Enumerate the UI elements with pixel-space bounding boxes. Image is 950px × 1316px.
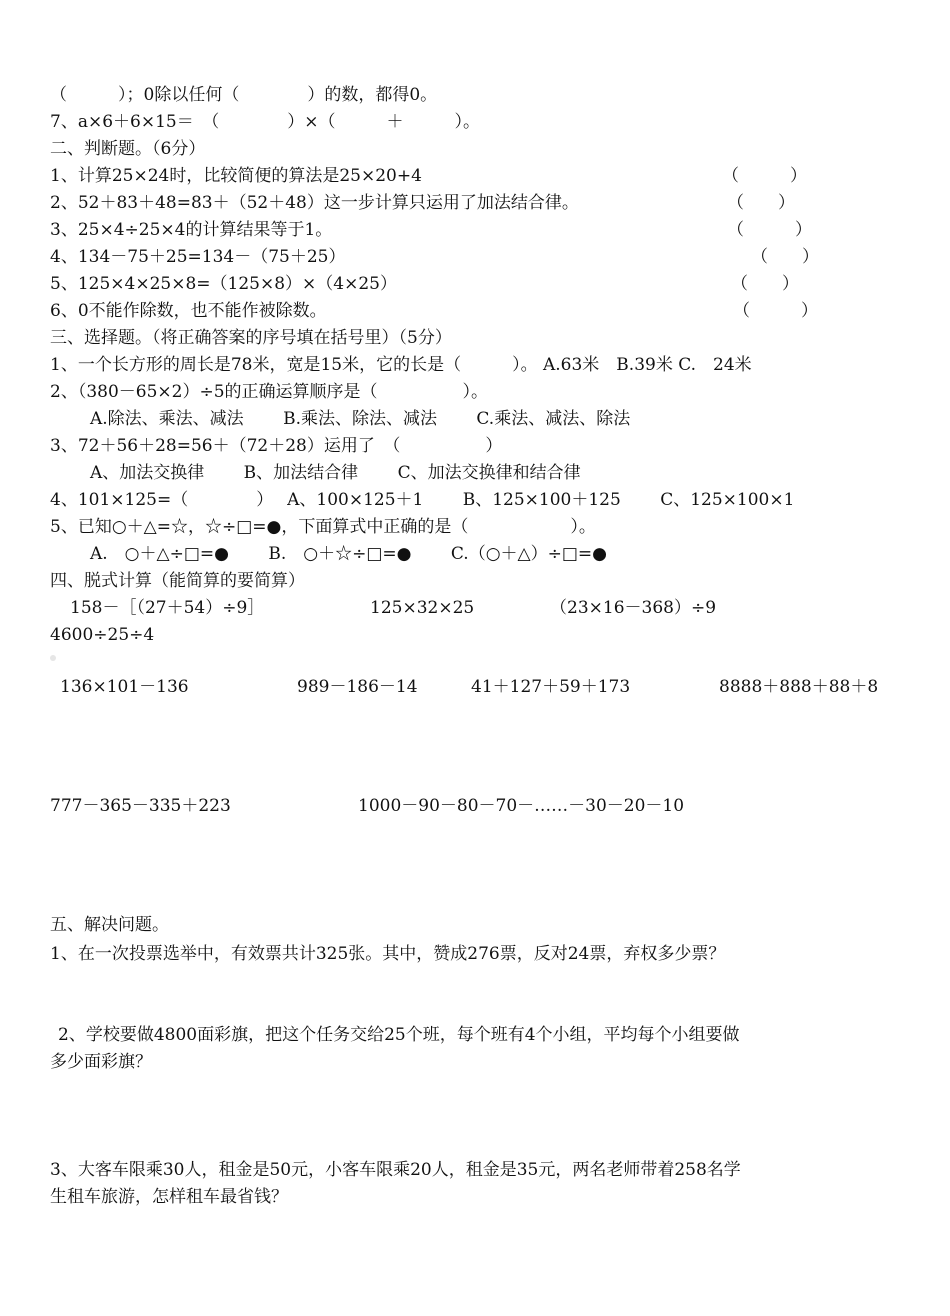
choice-question-3-options: A、加法交换律 B、加法结合律 C、加法交换律和结合律	[90, 463, 581, 483]
calc-expression: 4600÷25÷4	[50, 625, 155, 645]
judgment-answer-6: （ ）	[733, 301, 818, 321]
calc-expression: 136×101－136	[60, 677, 189, 697]
choice-question-5-options: A. ○＋△÷□=● B. ○＋☆÷□=● C.（○＋△）÷□=●	[90, 544, 607, 564]
calc-expression: 989－186－14	[297, 677, 418, 697]
choice-question-5: 5、已知○＋△=☆，☆÷□=●，下面算式中正确的是（ ）。	[50, 517, 596, 537]
calc-expression: 1000－90－80－70－……－30－20－10	[358, 796, 685, 816]
fill-blank-line-7: 7、a×6＋6×15＝ （ ）×（ ＋ ）。	[50, 112, 480, 132]
judgment-heading: 二、判断题。（6分）	[50, 139, 206, 159]
problem-2-line-2: 多少面彩旗？	[50, 1052, 152, 1072]
choice-question-1: 1、一个长方形的周长是78米，宽是15米，它的长是（ ）。 A.63米 B.39米 C. 24米	[50, 355, 752, 375]
judgment-item-2: 2、52＋83＋48=83＋（52＋48）这一步计算只运用了加法结合律。	[50, 193, 579, 213]
calc-expression: 41＋127＋59＋173	[471, 677, 631, 697]
choice-question-2-options: A.除法、乘法、减法 B.乘法、除法、减法 C.乘法、减法、除法	[90, 409, 631, 429]
scan-speck	[50, 655, 56, 661]
fill-blank-line-a: （ ）；0除以任何（ ）的数，都得0。	[50, 85, 438, 105]
choice-question-3: 3、72＋56＋28=56＋（72＋28）运用了 （ ）	[50, 436, 503, 456]
judgment-item-1: 1、计算25×24时，比较简便的算法是25×20+4	[50, 166, 422, 186]
judgment-item-4: 4、134－75＋25=134－（75＋25）	[50, 247, 346, 267]
judgment-answer-1: （ ）	[722, 166, 807, 186]
judgment-item-6: 6、0不能作除数，也不能作被除数。	[50, 301, 327, 321]
judgment-answer-3: （ ）	[727, 220, 812, 240]
calc-expression: 125×32×25	[370, 598, 475, 618]
calc-expression: （23×16－368）÷9	[550, 598, 717, 618]
calc-expression: 777－365－335＋223	[50, 796, 231, 816]
calc-expression: 8888＋888＋88＋8	[719, 677, 879, 697]
choice-question-2: 2、（380－65×2）÷5的正确运算顺序是（ ）。	[50, 382, 489, 402]
problem-3-line-2: 生租车旅游，怎样租车最省钱？	[50, 1187, 288, 1207]
problems-heading: 五、解决问题。	[50, 915, 169, 935]
judgment-answer-5: （ ）	[731, 274, 799, 294]
judgment-item-3: 3、25×4÷25×4的计算结果等于1。	[50, 220, 333, 240]
choice-question-4: 4、101×125=（ ） A、100×125＋1 B、125×100＋125 C、125×100×1	[50, 490, 795, 510]
calc-heading: 四、脱式计算（能简算的要简算）	[50, 571, 305, 591]
problem-1: 1、在一次投票选举中，有效票共计325张。其中，赞成276票，反对24票，弃权多少票？	[50, 944, 726, 964]
choice-heading: 三、选择题。（将正确答案的序号填在括号里）（5分）	[50, 328, 452, 348]
judgment-answer-4: （ ）	[751, 247, 819, 267]
judgment-answer-2: （ ）	[727, 193, 795, 213]
problem-2-line-1: 2、学校要做4800面彩旗，把这个任务交给25个班，每个班有4个小组，平均每个小组要做	[58, 1025, 740, 1045]
judgment-item-5: 5、125×4×25×8=（125×8）×（4×25）	[50, 274, 397, 294]
problem-3-line-1: 3、大客车限乘30人，租金是50元，小客车限乘20人，租金是35元，两名老师带着258名学	[50, 1160, 741, 1180]
calc-expression: 158－［（27＋54）÷9］	[70, 598, 265, 618]
